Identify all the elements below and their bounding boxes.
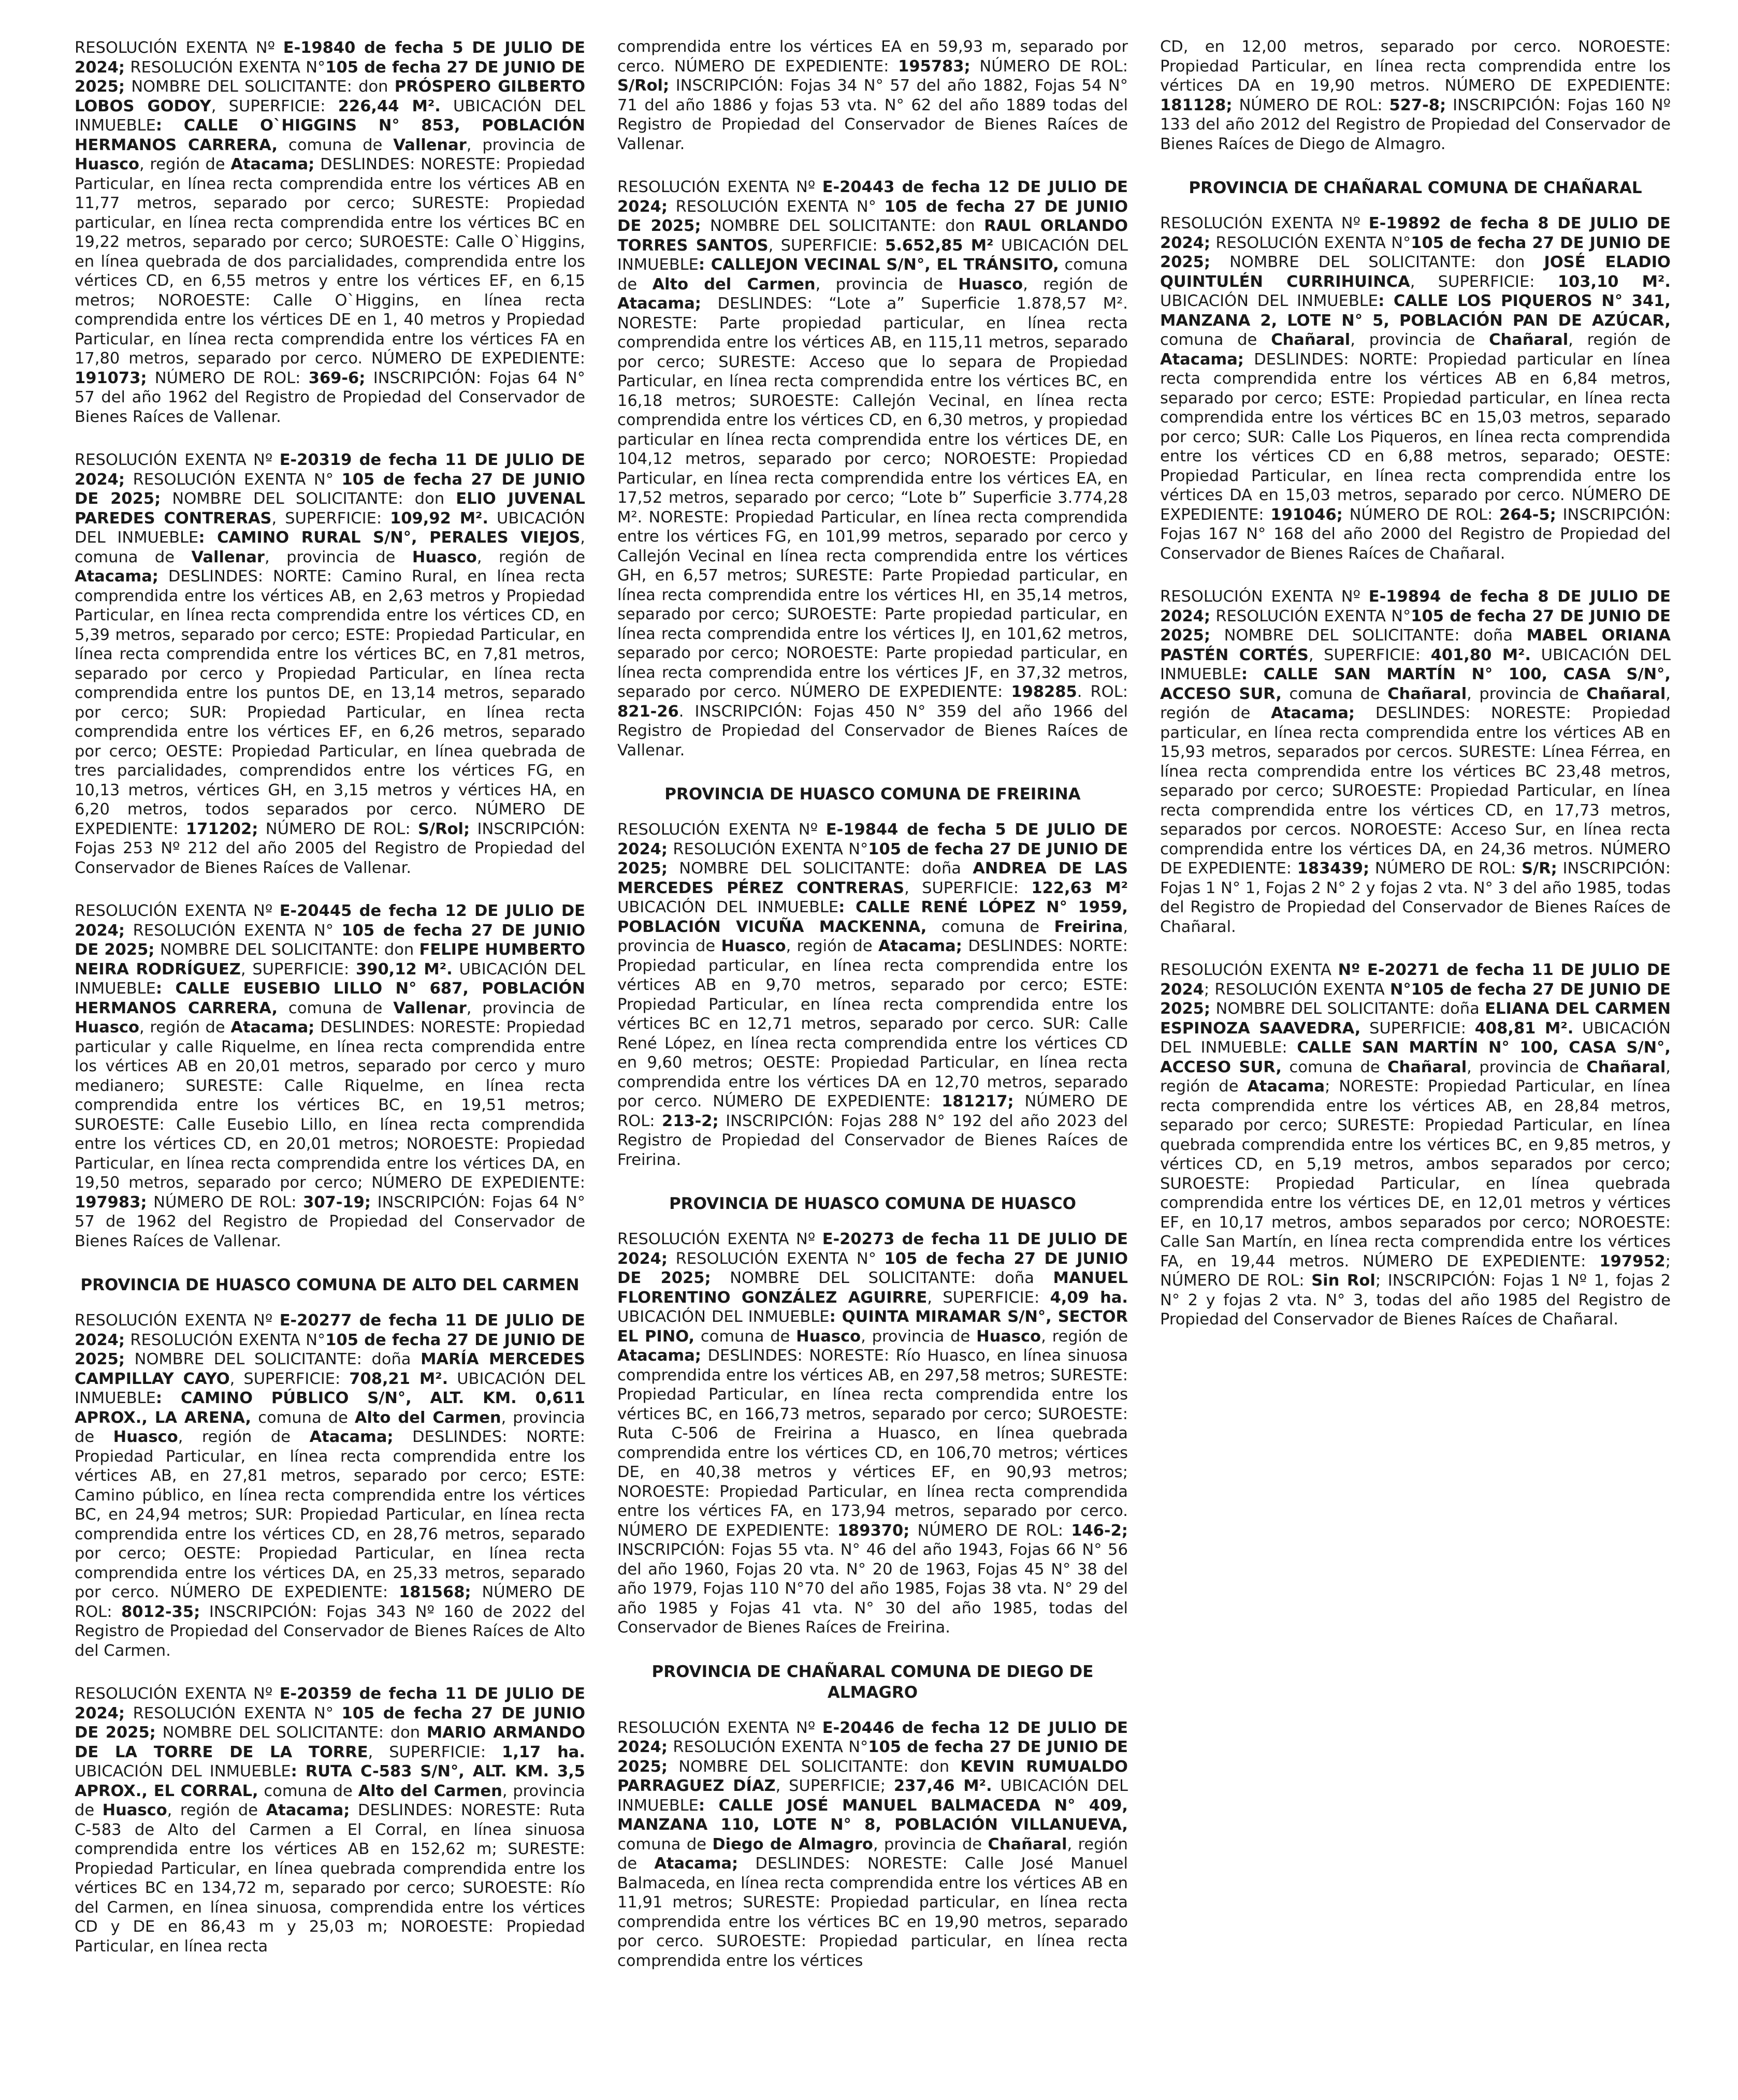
body-text: , región de [178,1428,310,1446]
body-text: NÚMERO DE ROL: [1369,859,1522,878]
body-text: SUPERFICIE: [1360,1019,1475,1038]
body-text: RESOLUCIÓN EXENTA Nº [75,902,280,920]
body-text: INSCRIPCIÓN: Fojas 253 Nº 212 del año 2005 del Registro de Propiedad del Conservador de Bienes Raíces de Vallenar. [75,820,585,877]
body-text: . ROL: [1077,683,1128,701]
body-text: NOMBRE DEL SOLICITANTE: doña [1210,626,1527,645]
bold-text: 369-6; [308,369,366,387]
body-text: CD, en 12,00 metros, separado por cerco. NOROESTE: Propiedad Particular, en línea recta comprendida entre los vértices DA en 19,90 metros. NÚMERO DE EXPEDIENTE: [1160,38,1671,95]
bold-text: 105 de fecha 27 DE JUNIO DE 2025; [617,1249,1128,1287]
resolution-entry [617,1230,1128,1638]
body-text: INSCRIPCIÓN: Fojas 343 Nº 160 de 2022 del Registro de Propiedad del Conservador de Bienes Raíces de Alto del Carmen. [75,1602,585,1660]
bold-text: 105 de fecha 27 DE JUNIO DE 2025; [617,840,1128,878]
body-text: NOMBRE DEL SOLICITANTE: don [155,1724,427,1742]
body-text: UBICACIÓN DEL INMUEBLE [1160,292,1379,310]
body-text: UBICACIÓN DEL INMUEBLE [617,898,839,916]
body-text: UBICACIÓN DEL INMUEBLE [617,1308,830,1326]
body-text: comuna de [278,136,394,154]
body-text: INSCRIPCIÓN: Fojas 55 vta. N° 46 del año 1943, Fojas 66 N° 56 del año 1960, Fojas 20 vta. N° 20 de 1963, Fojas 45 N° 38 del año 1979, Fojas 110 N°70 del año 1985, Fojas 38 vta. N° 29 del año 1985 y Fojas 41 vta. N° 30 del año 1985, todas del Conservador de Bienes Raíces de Freirina. [617,1541,1128,1637]
resolution-entry [617,820,1128,1170]
bold-text: 8012-35; [121,1602,200,1621]
resolution-entry [75,901,585,1251]
body-text: . INSCRIPCIÓN: Fojas 450 N° 359 del año 1966 del Registro de Propiedad del Conservador de Bienes Raíces de Vallenar. [617,702,1128,760]
body-text: RESOLUCIÓN EXENTA N° [668,197,885,216]
bold-text: Huasco [75,1018,140,1037]
bold-text: 821-26 [617,702,679,721]
bold-text: Atacama; [75,567,158,586]
body-text: NOMBRE DEL SOLICITANTE: don [154,941,419,959]
body-text: comuna de [251,1408,355,1427]
bold-text: MABEL ORIANA PASTÉN CORTÉS [1160,626,1671,664]
bold-text: 213-2; [661,1112,719,1130]
bold-text: : CAMINO RURAL S/N°, PERALES VIEJOS [198,529,581,547]
bold-text: 109,92 M². [390,509,489,528]
body-text: RESOLUCIÓN EXENTA Nº [75,1311,280,1330]
bold-text: 105 de fecha 27 DE JUNIO DE 2025; [1160,234,1671,271]
bold-text: E-20443 de fecha 12 DE JULIO DE 2024; [617,178,1128,216]
body-text: DESLINDES: “Lote a” Superficie 1.878,57 M². NORESTE: Parte propiedad particular, en línea recta comprendida entre los vértices AB, en 115,11 metros, separado por cerco; SURESTE: Acceso que lo separa de Propiedad Particular, en línea recta comprendida entre los vértices BC, en 16,18 metros; SUROESTE: Callejón Vecinal, en línea recta comprendida entre los vértices CD, en 6,30 metros, y propiedad particular en línea recta comprendida entre los vértices DE, en 104,12 metros, separado por cerco; NOROESTE: Propiedad Particular, en línea recta comprendida entre los vértices EA, en 17,52 metros, separado por cerco; “Lote b” Superficie 3.774,28 M². NORESTE: Propiedad Particular, en línea recta comprendida entre los vértices FG, en 101,99 metros, separado por cerco y Callejón Vecinal en línea recta comprendida entre los vértices GH, en 6,57 metros; SURESTE: Parte Propiedad particular, en línea recta comprendida entre los vértices HI, en 35,14 metros, separado por cerco; SUROESTE: Parte propiedad particular, en línea recta comprendida entre los vértices IJ, en 101,62 metros, separado por cerco; NOROESTE: Parte propiedad particular, en línea recta comprendida entre los vértices JF, en 37,32 metros, separado por cerco. NÚMERO DE EXPEDIENTE: [617,295,1128,701]
bold-text: : RUTA C-583 S/N°, ALT. KM. 3,5 APROX., EL CORRAL, [75,1762,586,1800]
bold-text: S/Rol; [617,77,670,95]
body-text: DESLINDES: NORESTE: Propiedad particular y calle Riquelme, en línea recta comprendida entre los vértices AB en 20,01 metros, separado por cerco y muro medianero; SURESTE: Calle Riquelme, en línea recta comprendida entre los vértices BC, en 19,51 metros; SUROESTE: Calle Eusebio Lillo, en línea recta comprendida entre los vértices CD, en 20,01 metros; NOROESTE: Propiedad Particular, en línea recta comprendida entre los vértices DA, en 19,50 metros, separado por cerco; NÚMERO DE EXPEDIENTE: [75,1018,585,1192]
body-text: NOMBRE DEL SOLICITANTE: don [668,1757,961,1776]
bold-text: Huasco [412,548,477,566]
bold-text: Huasco [796,1327,861,1346]
body-text: , SUPERFICIE: [1410,272,1558,291]
bold-text: 105 de fecha 27 DE JUNIO DE 2025; [1160,607,1671,645]
body-text: NOMBRE DEL SOLICITANTE: doña [1210,1000,1485,1018]
bold-text: 181568; [399,1583,471,1601]
body-text: , provincia de [861,1327,977,1346]
body-text: comuna de [1160,331,1271,349]
body-text: INSCRIPCIÓN: Fojas 160 Nº 133 del año 2012 del Registro de Propiedad del Conservador de Bienes Raíces de Diego de Almagro. [1160,96,1671,153]
body-text: , provincia de [466,999,585,1017]
body-text: , región de [617,1835,1128,1873]
body-text: NÚMERO DE ROL: [147,369,309,387]
bold-text: 189370; [837,1521,910,1540]
body-text: , SUPERFICIE: [240,960,356,979]
body-text: DESLINDES: NORESTE: Río Huasco, en línea sinuosa comprendida entre los vértices AB, en 297,58 metros; SURESTE: Propiedad Particular, en línea recta comprendida entre los vértices BC, en 166,73 metros, separado por cerco; SUROESTE: Ruta C-506 de Freirina a Huasco, en línea quebrada comprendida entre los vértices CD, en 106,70 metros; vértices DE, en 40,38 metros y vértices EF, en 90,93 metros; NOROESTE: Propiedad Particular, en línea recta comprendida entre los vértices FA, en 173,94 metros, separado por cerco. NÚMERO DE EXPEDIENTE: [617,1347,1128,1540]
bold-text: S/Rol; [418,820,470,838]
body-text: , provincia de [873,1835,988,1854]
bold-text: 5.652,85 M² [885,236,994,255]
body-text: , SUPERFICIE: [768,236,885,255]
bold-text: 1,17 ha. [502,1743,585,1761]
column-3 [1160,38,1671,2069]
bold-text: 181128; [1160,96,1233,114]
body-text: UBICACIÓN DEL INMUEBLE [75,1762,291,1781]
body-text: DESLINDES: NORTE: Propiedad particular en línea recta comprendida entre los vértices AB en 6,84 metros, separado por cerco; ESTE: Propiedad particular, en línea recta comprendida entre los vértices BC en 15,03 metros, separado por cerco; SUR: Calle Los Piqueros, en línea recta comprendida entre los vértices CD en 6,88 metros, separado; OESTE: Propiedad Particular, en línea recta comprendida entre los vértices DA en 15,03 metros, separado por cerco. NÚMERO DE EXPEDIENTE: [1160,350,1671,524]
body-text: ; NÚMERO DE ROL: [1160,1252,1671,1290]
body-text: RESOLUCIÓN EXENTA Nº [617,1718,822,1737]
bold-text: Alto del Carmen [358,1782,502,1800]
body-text: RESOLUCIÓN EXENTA N° [125,921,342,940]
body-text: RESOLUCIÓN EXENTA Nº [75,1685,280,1703]
body-text: RESOLUCIÓN EXENTA Nº [75,451,280,469]
bold-text: Huasco [976,1327,1041,1346]
body-text: NOMBRE DEL SOLICITANTE: doña [125,1350,421,1368]
body-text: , SUPERFICIE; [775,1777,894,1795]
bold-text: Huasco [113,1428,178,1446]
bold-text: 307-19; [303,1193,371,1212]
bold-text: 401,80 M². [1430,646,1531,664]
body-text: UBICACIÓN DEL INMUEBLE: [1160,1019,1671,1057]
body-text: UBICACIÓN DEL INMUEBLE [75,97,585,135]
bold-text: 191046; [1270,505,1343,524]
bold-text: : CALLE EUSEBIO LILLO N° 687, POBLACIÓN HERMANOS CARRERA, [75,980,585,1017]
body-text: comuna de [617,1835,713,1854]
bold-text: Atacama; [1271,704,1355,722]
body-text: UBICACIÓN DEL INMUEBLE [1160,646,1671,683]
body-text: NOMBRE DEL SOLICITANTE: don [701,217,984,235]
body-text: UBICACIÓN DEL INMUEBLE [75,960,585,998]
body-text: , SUPERFICIE: [229,1369,350,1388]
body-text: NOMBRE DEL SOLICITANTE: don [125,78,395,96]
resolution-entry [1160,214,1671,563]
body-text: RESOLUCIÓN EXENTA Nº [75,39,283,57]
body-text: , provincia de [264,548,412,566]
bold-text: Atacama; [309,1428,394,1446]
bold-text: 105 de fecha 27 DE JUNIO DE 2025; [75,470,586,508]
section-heading: PROVINCIA DE HUASCO COMUNA DE FREIRINA [664,785,1081,804]
bold-text: E-19894 de fecha 8 DE JULIO DE 2024; [1160,588,1671,625]
section-heading: PROVINCIA DE HUASCO COMUNA DE ALTO DEL CARMEN [80,1276,580,1294]
bold-text: Atacama; [617,1347,701,1365]
body-text: INSCRIPCIÓN: Fojas 64 N° 57 de 1962 del Registro de Propiedad del Conservador de Bienes Raíces de Vallenar. [75,1193,585,1250]
bold-text: FELIPE HUMBERTO NEIRA RODRÍGUEZ [75,941,585,979]
bold-text: E-20359 de fecha 11 DE JULIO DE 2024; [75,1685,585,1723]
bold-text: N°105 de fecha 27 DE JUNIO DE 2025; [1160,980,1671,1018]
body-text: , región de [1160,1058,1671,1096]
body-text: DESLINDES: NORESTE: Ruta C-583 de Alto del Carmen a El Corral, en línea sinuosa comprendida entre los vértices AB en 152,62 m; SURESTE: Propiedad Particular, en línea quebrada comprendida entre los vértices BC en 134,72 m, separado por cerco; SUROESTE: Río del Carmen, en línea sinuosa, comprendida entre los vértices CD y DE en 86,43 m y 25,03 m; NOROESTE: Propiedad Particular, en línea recta [75,1801,586,1956]
bold-text: E-19892 de fecha 8 DE JULIO DE 2024; [1160,214,1671,252]
body-text: comuna de [617,256,1128,294]
bold-text: Chañaral [1489,331,1569,349]
body-text: RESOLUCIÓN EXENTA Nº [1160,588,1369,606]
bold-text: ELIO JUVENAL PAREDES CONTRERAS [75,490,585,528]
body-text: , provincia de [1467,684,1587,703]
bold-text: 195783; [898,57,971,76]
resolution-entry [1160,960,1671,1330]
body-text: RESOLUCIÓN EXENTA N° [1210,607,1411,625]
section-heading: PROVINCIA DE CHAÑARAL COMUNA DE DIEGO DE ALMAGRO [651,1662,1094,1702]
bold-text: 4,09 ha. [1050,1288,1128,1307]
column-2 [617,38,1128,2069]
body-text: comuna de [926,917,1054,936]
bold-text: ELIANA DEL CARMEN ESPINOZA SAAVEDRA, [1160,1000,1671,1038]
bold-text: 105 de fecha 27 DE JUNIO DE 2025; [75,1704,586,1742]
bold-text: 105 de fecha 27 DE JUNIO DE 2025; [75,921,586,959]
body-text: NOMBRE DEL SOLICITANTE: doña [711,1269,1053,1287]
body-text: RESOLUCIÓN EXENTA N° [668,840,868,858]
body-text: , provincia de [466,136,585,154]
bold-text: E-19840 de fecha 5 DE JULIO DE 2024; [75,39,585,77]
body-text: NÚMERO DE ROL: [258,820,418,838]
resolution-entry-continued [617,37,1128,154]
bold-text: E-20446 de fecha 12 DE JULIO DE 2024; [617,1718,1128,1756]
bold-text: 708,21 M². [349,1369,448,1388]
bold-text: 408,81 M². [1474,1019,1574,1038]
body-text: , SUPERFICIE: [271,509,390,528]
bold-text: Huasco [721,937,786,955]
body-text: RESOLUCIÓN EXENTA Nº [1160,214,1369,232]
body-text: , región de [167,1801,266,1819]
bold-text: Freirina [1054,917,1123,936]
body-text: RESOLUCIÓN EXENTA Nº [617,1230,822,1248]
bold-text: Atacama; [266,1801,350,1819]
body-text: comuna de [694,1327,796,1346]
body-text: , región de [786,937,878,955]
resolution-entry [617,1718,1128,1971]
body-text: RESOLUCIÓN EXENTA [1160,961,1338,979]
body-text: , provincia de [75,1782,585,1819]
body-text: INSCRIPCIÓN: Fojas 1 N° 1, Fojas 2 N° 2 y fojas 2 vta. N° 3 del año 1985, todas del Registro de Propiedad del Conservador de Bienes Raíces de Chañaral. [1160,859,1671,936]
body-text: , región de [1568,331,1671,349]
body-text: RESOLUCIÓN EXENTA Nº [617,178,822,196]
bold-text: : CALLE JOSÉ MANUEL BALMACEDA N° 409, MANZANA 110, LOTE N° 8, POBLACIÓN VILLANUEVA, [617,1796,1128,1834]
body-text: ; NORESTE: Propiedad Particular, en línea recta comprendida entre los vértices AB, en 28,84 metros, separado por cerco; SURESTE: Propiedad Particular, en línea quebrada comprendida entre los vértices BC, en 9,85 metros, y vértices CD, en 5,19 metros, ambos separados por cerco; SUROESTE: Propiedad Particular, en línea quebrada comprendida entre los vértices DE, en 12,01 metros y vértices EF, en 10,17 metros, ambos separados por cerco; NOROESTE: Calle San Martín, en línea recta comprendida entre los vértices FA, en 19,44 metros. NÚMERO DE EXPEDIENTE: [1160,1077,1671,1271]
bold-text: Vallenar [191,548,265,566]
resolution-entry [75,450,585,878]
bold-text: : CAMINO PÚBLICO S/N°, ALT. KM. 0,611 APROX., LA ARENA, [75,1389,585,1427]
body-text: ; RESOLUCIÓN EXENTA [1204,980,1391,999]
body-text: , SUPERFICIE: [927,1288,1050,1307]
body-text: RESOLUCIÓN EXENTA Nº [617,821,826,839]
bold-text: Chañaral [1586,684,1666,703]
body-text: DESLINDES: NORTE: Propiedad Particular, en línea recta comprendida entre los vértices AB, en 27,81 metros, separado por cerco; ESTE: Camino público, en línea recta comprendida entre los vértices BC, en 24,94 metros; SUR: Propiedad Particular, en línea recta comprendida entre los vértices CD, en 28,76 metros, separado por cerco; OESTE: Propiedad Particular, en línea recta comprendida entre los vértices DA, en 25,33 metros, separado por cerco. NÚMERO DE EXPEDIENTE: [75,1428,585,1601]
body-text: NOMBRE DEL SOLICITANTE: don [161,490,456,508]
body-text: RESOLUCIÓN EXENTA N° [125,470,342,489]
body-text: , región de [1041,1327,1128,1346]
bold-text: Atacama; [617,295,701,313]
body-text: UBICACIÓN DEL INMUEBLE [617,1777,1128,1815]
bold-text: 105 de fecha 27 DE JUNIO DE 2025; [75,1331,585,1368]
body-text: comuna de [278,999,394,1017]
bold-text: E-19844 de fecha 5 DE JULIO DE 2024; [617,821,1128,858]
bold-text: 183439; [1297,859,1370,878]
bold-text: 122,63 M² [1031,879,1128,897]
body-text: DESLINDES: NORESTE: Calle José Manuel Balmaceda, en línea recta comprendida entre los vértices AB en 11,91 metros; SURESTE: Propiedad particular, en línea recta comprendida entre los vértices BC en 19,90 metros, separado por cerco. SUROESTE: Propiedad particular, en línea recta comprendida entre los vértices [617,1855,1128,1970]
body-text: , provincia de [75,1408,585,1446]
body-text: NÚMERO DE ROL: [970,57,1128,76]
body-text: , SUPERFICIE: [904,879,1032,897]
bold-text: Chañaral [988,1835,1067,1854]
section-heading: PROVINCIA DE CHAÑARAL COMUNA DE CHAÑARAL [1189,179,1642,197]
body-text: comuna de [258,1782,358,1800]
bold-text: : CALLE SAN MARTÍN N° 100, CASA S/N°, ACCESO SUR, [1160,665,1671,703]
bold-text: : CALLE O`HIGGINS N° 853, POBLACIÓN HERMANOS CARRERA, [75,116,585,154]
resolution-entry [75,1684,585,1956]
body-text: NÚMERO DE ROL: [75,1583,585,1621]
body-text: DESLINDES: NORESTE: Propiedad particular, en línea recta comprendida entre los vértices AB en 15,93 metros, separados por cercos. SURESTE: Línea Férrea, en línea recta comprendida entre los vértices BC 23,48 metros, separado por cerco; SUROESTE: Propiedad Particular, en línea recta comprendida entre los vértices CD, en 17,73 metros, separados por cercos. NOROESTE: Acceso Sur, en línea recta comprendida entre los vértices DA, en 24,36 metros. NÚMERO DE EXPEDIENTE: [1160,704,1671,878]
body-text: , SUPERFICIE: [211,97,338,115]
bold-text: 105 de fecha 27 DE JUNIO DE 2025; [617,1738,1128,1776]
bold-text: Huasco [75,155,140,173]
bold-text: MARIO ARMANDO DE LA TORRE DE LA TORRE [75,1724,585,1761]
body-text: ; INSCRIPCIÓN: Fojas 1 Nº 1, fojas 2 N° 2 y fojas 2 vta. N° 3, todas del año 1985 del Registro de Propiedad del Conservador de Bienes Raíces de Chañaral. [1160,1272,1671,1329]
body-text: RESOLUCIÓN EXENTA N° [125,58,326,77]
bold-text: 181217; [942,1092,1014,1111]
body-text: comprendida entre los vértices EA en 59,93 m, separado por cerco. NÚMERO DE EXPEDIENTE: [617,38,1128,76]
bold-text: Diego de Almagro [712,1835,873,1854]
bold-text: 198285 [1011,683,1077,701]
bold-text: 197983; [75,1193,147,1212]
bold-text: S/R; [1522,859,1557,878]
bold-text: 146-2; [1071,1521,1128,1540]
body-text: NÚMERO DE ROL: [147,1193,303,1212]
body-text: RESOLUCIÓN EXENTA N° [1210,234,1411,252]
body-text: INSCRIPCIÓN: Fojas 64 N° 57 del año 1962 del Registro de Propiedad del Conservador de Bienes Raíces de Vallenar. [75,369,585,426]
body-text: NÚMERO DE ROL: [909,1521,1071,1540]
bold-text: Atacama; [230,1018,315,1037]
bold-text: Atacama; [230,155,315,173]
body-text: INSCRIPCIÓN: Fojas 167 N° 168 del año 2000 del Registro de Propiedad del Conservador de Bienes Raíces de Chañaral. [1160,505,1671,563]
body-text: , SUPERFICIE: [1308,646,1431,664]
bold-text: Atacama; [878,937,962,955]
body-text: , provincia de [815,275,959,294]
body-text: NOMBRE DEL SOLICITANTE: don [1210,253,1544,271]
bold-text: 197952 [1599,1252,1665,1271]
body-text: , región de [139,155,231,173]
bold-text: Sin Rol [1311,1272,1375,1290]
resolution-entry [75,1311,585,1660]
body-text: RESOLUCIÓN EXENTA N° [668,1738,868,1756]
bold-text: Chañaral [1387,684,1467,703]
body-text: DESLINDES: NORESTE: Propiedad Particular, en línea recta comprendida entre los vértices AB en 11,77 metros, separado por cerco; SURESTE: Propiedad particular, en línea recta comprendida entre los vértices BC en 19,22 metros, separado por cerco; SUROESTE: Calle O`Higgins, en línea quebrada de dos parcialidades, comprendida entre los vértices CD, en 6,55 metros y entre los vértices EF, en 6,15 metros; NOROESTE: Calle O`Higgins, en línea recta comprendida entre los vértices DE en 1, 40 metros y Propiedad Particular, en línea recta comprendida entre los vértices FA en 17,80 metros, separado por cerco. NÚMERO DE EXPEDIENTE: [75,155,585,368]
bold-text: Nº E-20271 de fecha 11 DE JULIO DE 2024 [1160,961,1671,999]
bold-text: : CALLEJON VECINAL S/N°, EL TRÁNSITO, [698,256,1059,274]
body-text: , región de [476,548,585,566]
body-text: , comuna de [75,529,585,566]
bold-text: 105 de fecha 27 DE JUNIO DE 2025; [617,197,1128,235]
bold-text: Huasco [958,275,1023,294]
bold-text: : QUINTA MIRAMAR S/N°, SECTOR EL PINO, [617,1308,1128,1346]
bold-text: Alto del Carmen [354,1408,501,1427]
body-text: DESLINDES: NORTE: Camino Rural, en línea recta comprendida entre los vértices AB, en 2,63 metros y Propiedad Particular, en línea recta comprendida entre los vértices CD, en 5,39 metros, separado por cerco; ESTE: Propiedad Particular, en línea recta comprendida entre los vértices BC, en 7,81 metros, separado por cerco y Propiedad Particular, en línea recta comprendida entre los puntos DE, en 13,14 metros, separado por cerco; SUR: Propiedad Particular, en línea recta comprendida entre los vértices EF, en 6,26 metros, separado por cerco; OESTE: Propiedad Particular, en línea quebrada de tres parcialidades, comprendidos entre los vértices FG, en 10,13 metros, vértices GH, en 3,15 metros y vértices HA, en 6,20 metros, todos separados por cerco. NÚMERO DE EXPEDIENTE: [75,567,585,838]
bold-text: Huasco [102,1801,167,1819]
bold-text: MANUEL FLORENTINO GONZÁLEZ AGUIRRE [617,1269,1128,1307]
bold-text: Atacama [1247,1077,1325,1096]
bold-text: : CALLE RENÉ LÓPEZ N° 1959, POBLACIÓN VICUÑA MACKENNA, [617,898,1128,936]
bold-text: 103,10 M². [1557,272,1671,291]
bold-text: CALLE SAN MARTÍN N° 100, CASA S/N°, ACCESO SUR, [1160,1039,1671,1076]
bold-text: Vallenar [393,136,467,154]
bold-text: Chañaral [1271,331,1351,349]
body-text: INSCRIPCIÓN: Fojas 288 N° 192 del año 2023 del Registro de Propiedad del Conservador de Bienes Raíces de Freirina. [617,1112,1128,1169]
bold-text: RAUL ORLANDO TORRES SANTOS [617,217,1128,255]
column-1 [75,38,585,2069]
body-text: , SUPERFICIE: [368,1743,502,1761]
bold-text: MARÍA MERCEDES CAMPILLAY CAYO [75,1350,585,1388]
body-text: INSCRIPCIÓN: Fojas 34 N° 57 del año 1882, Fojas 54 N° 71 del año 1886 y fojas 53 vta. N° 62 del año 1889 todas del Registro de Propiedad del Conservador de Bienes Raíces de Vallenar. [617,77,1128,153]
bold-text: 264-5; [1499,505,1556,524]
bold-text: 226,44 M². [338,97,441,115]
bold-text: PRÓSPERO GILBERTO LOBOS GODOY [75,78,585,115]
bold-text: Atacama; [654,1855,738,1873]
body-text: UBICACIÓN DEL INMUEBLE [75,509,585,547]
bold-text: KEVIN RUMUALDO PARRAGUEZ DÍAZ [617,1757,1128,1795]
bold-text: 105 de fecha 27 DE JUNIO DE 2025; [75,58,585,96]
bold-text: 527-8; [1389,96,1446,114]
bold-text: E-20273 de fecha 11 DE JULIO DE 2024; [617,1230,1128,1268]
body-text: comuna de [1281,1058,1388,1076]
bold-text: Chañaral [1586,1058,1666,1076]
resolution-entry [617,178,1128,760]
body-text: UBICACIÓN DEL INMUEBLE [617,236,1128,274]
body-text: RESOLUCIÓN EXENTA N° [125,1331,326,1349]
resolution-entry-continued [1160,37,1671,154]
bold-text: Vallenar [393,999,467,1017]
bold-text: E-20319 de fecha 11 DE JULIO DE 2024; [75,451,585,489]
bold-text: Atacama; [1160,350,1244,369]
bold-text: E-20277 de fecha 11 DE JULIO DE 2024; [75,1311,585,1349]
body-text: , provincia de [1350,331,1489,349]
body-text: , región de [1160,684,1671,722]
resolution-entry [75,38,585,427]
body-text: NÚMERO DE ROL: [1232,96,1389,114]
body-text: comuna de [1281,684,1388,703]
body-text: NOMBRE DEL SOLICITANTE: doña [668,859,973,878]
bold-text: 191073; [75,369,147,387]
body-text: , región de [1023,275,1128,294]
bold-text: 390,12 M². [356,960,453,979]
body-text: DESLINDES: NORTE: Propiedad particular, en línea recta comprendida entre los vértices AB en 9,70 metros, separado por cerco; ESTE: Propiedad Particular, en línea recta comprendida entre los vértices BC en 12,71 metros, separado por cerco. SUR: Calle René López, en línea recta comprendida entre los vértices CD en 9,60 metros; OESTE: Propiedad Particular, en línea recta comprendida entre los vértices DA en 12,70 metros, separado por cerco. NÚMERO DE EXPEDIENTE: [617,937,1128,1111]
body-text: NÚMERO DE ROL: [1342,505,1500,524]
bold-text: E-20445 de fecha 12 DE JULIO DE 2024; [75,902,585,940]
resolution-entry [1160,587,1671,937]
body-text: NÚMERO DE ROL: [617,1092,1128,1130]
body-text: UBICACIÓN DEL INMUEBLE [75,1369,585,1407]
bold-text: Chañaral [1387,1058,1467,1076]
bold-text: 171202; [185,820,258,838]
bold-text: ANDREA DE LAS MERCEDES PÉREZ CONTRERAS [617,859,1128,897]
body-text: , provincia de [1467,1058,1587,1076]
body-text: , provincia de [617,917,1128,955]
bold-text: : CALLE LOS PIQUEROS N° 341, MANZANA 2, LOTE N° 5, POBLACIÓN PAN DE AZÚCAR, [1160,292,1671,330]
bold-text: 237,46 M². [893,1777,992,1795]
body-text: RESOLUCIÓN EXENTA N° [668,1249,885,1268]
body-text: RESOLUCIÓN EXENTA N° [125,1704,342,1723]
section-heading: PROVINCIA DE HUASCO COMUNA DE HUASCO [669,1194,1076,1213]
bold-text: JOSÉ ELADIO QUINTULÉN CURRIHUINCA [1160,253,1671,291]
bold-text: Alto del Carmen [652,275,816,294]
body-text: , región de [139,1018,231,1037]
